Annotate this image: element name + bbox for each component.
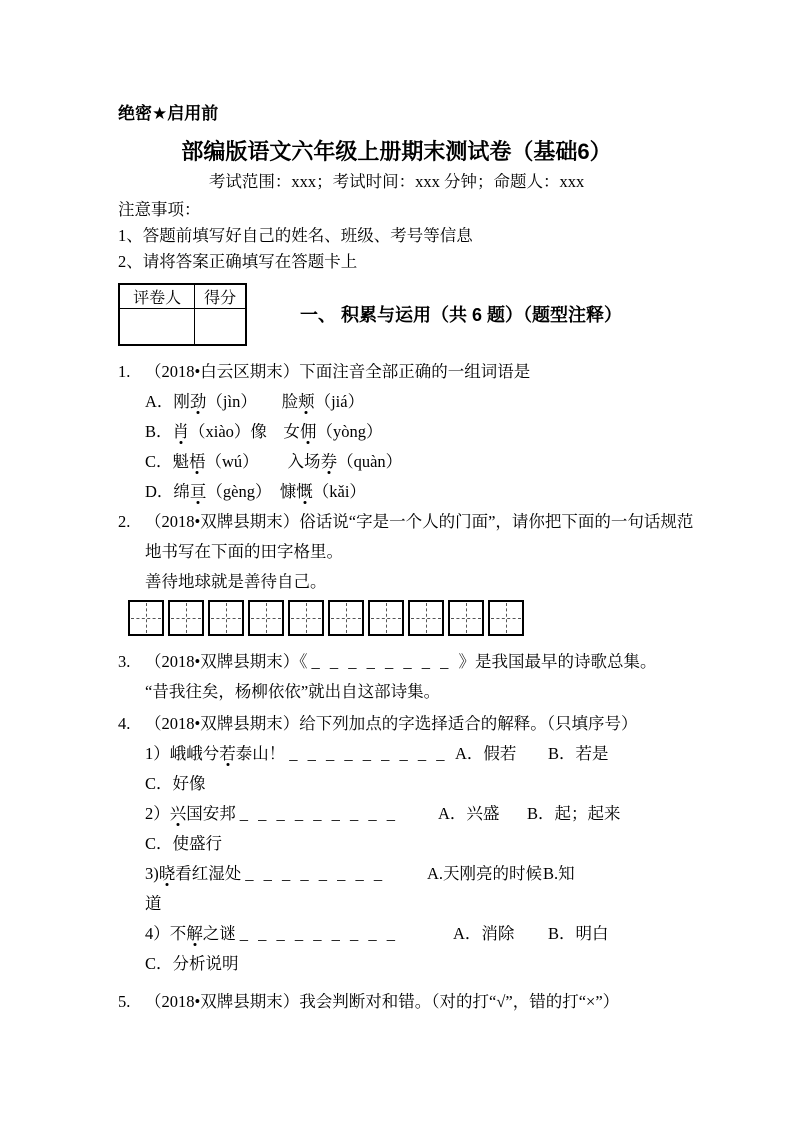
item-2-option-c: C．使盛行 <box>145 834 223 853</box>
question-4-item-3 <box>145 859 675 889</box>
tian-grid-cell <box>128 600 164 636</box>
question-4-item-4 <box>145 919 675 949</box>
tian-grid-cell <box>208 600 244 636</box>
question-2-number: 2. <box>118 512 131 531</box>
question-2-stem-line1: （2018•双牌县期末）俗话说“字是一个人的门面”，请你把下面的一句话规范 <box>145 512 694 531</box>
question-2-stem-line2: 地书写在下面的田字格里。 <box>145 542 343 561</box>
item-1-option-b: B．若是 <box>548 744 609 763</box>
question-1-body <box>145 357 675 507</box>
item-2-option-a: A．兴盛 <box>438 804 500 823</box>
item-3-option-a: A.天刚亮的时候 <box>427 864 543 883</box>
score-table-score-header: 得分 <box>195 284 246 309</box>
item-4-option-c: C．分析说明 <box>145 954 239 973</box>
question-4-body <box>145 709 675 979</box>
writing-grid <box>128 600 675 637</box>
exam-meta-line: 考试范围：xxx；考试时间：xxx 分钟；命题人：xxx <box>208 172 585 191</box>
score-table-grader-header: 评卷人 <box>119 284 195 309</box>
score-table <box>118 283 247 346</box>
note-item-2: 2、请将答案正确填写在答题卡上 <box>118 252 358 271</box>
question-3-suffix: 》是我国最早的诗歌总集。 <box>458 652 657 671</box>
item-3-option-b-wrap: 道 <box>145 894 162 913</box>
notes-title: 注意事项： <box>118 200 201 219</box>
question-5 <box>118 987 675 1017</box>
question-3-prefix: （2018•双牌县期末）《 <box>145 652 308 671</box>
question-3-blank-line: _ _ _ _ _ _ _ _ <box>311 652 459 671</box>
question-2-body <box>145 507 694 597</box>
item-1-option-a: A．假若 <box>455 744 517 763</box>
tian-grid-cell <box>408 600 444 636</box>
item-2-stem: 2）兴国安邦 <box>145 804 236 823</box>
item-3-option-b: B.知 <box>543 864 575 883</box>
question-5-body <box>145 987 675 1017</box>
item-4-blank-line: _ _ _ _ _ _ _ _ _ <box>239 924 398 943</box>
item-4-option-b: B．明白 <box>548 924 609 943</box>
item-1-stem: 1）峨峨兮若泰山！ <box>145 744 286 763</box>
item-3-blank-line: _ _ _ _ _ _ _ _ <box>245 864 386 883</box>
score-table-score-cell <box>195 308 246 345</box>
tian-grid-cell <box>168 600 204 636</box>
tian-grid-cell <box>288 600 324 636</box>
tian-grid-cell <box>448 600 484 636</box>
item-2-blank-line: _ _ _ _ _ _ _ _ _ <box>239 804 398 823</box>
question-3-stem <box>145 647 675 677</box>
item-1-blank-line: _ _ _ _ _ _ _ _ _ <box>289 744 448 763</box>
question-1-stem: （2018•白云区期末）下面注音全部正确的一组词语是 <box>145 362 531 381</box>
item-2-option-b: B．起；起来 <box>527 804 621 823</box>
question-1 <box>118 357 675 507</box>
question-3-number: 3. <box>118 652 131 671</box>
question-1-option-b: B．肖（xiào）像 女佣（yòng） <box>145 422 383 441</box>
question-4-item-2 <box>145 799 675 829</box>
tian-grid-cell <box>248 600 284 636</box>
question-3 <box>118 647 675 707</box>
tian-grid-cell <box>488 600 524 636</box>
question-4 <box>118 709 675 979</box>
section-heading: 一、 积累与运用（共 6 题）（题型注释） <box>299 305 622 325</box>
question-5-number: 5. <box>118 992 131 1011</box>
question-1-option-d: D．绵亘（gèng） 慷慨（kǎi） <box>145 482 366 501</box>
classified-label: 绝密★启用前 <box>118 104 219 123</box>
question-4-number: 4. <box>118 714 131 733</box>
item-4-option-a: A．消除 <box>453 924 515 943</box>
question-3-body <box>145 647 675 707</box>
question-4-stem: （2018•双牌县期末）给下列加点的字选择适合的解释。（只填序号） <box>145 714 638 733</box>
section-header-row <box>118 283 675 345</box>
question-1-option-a: A．刚劲（jìn） 脸颊（jiá） <box>145 392 365 411</box>
page-title: 部编版语文六年级上册期末测试卷（基础6） <box>181 139 612 164</box>
question-5-stem: （2018•双牌县期末）我会判断对和错。（对的打“√”，错的打“×”） <box>145 992 620 1011</box>
item-4-stem: 4）不解之谜 <box>145 924 236 943</box>
question-1-option-c: C．魁梧（wú） 入场券（quàn） <box>145 452 403 471</box>
tian-grid-cell <box>368 600 404 636</box>
question-1-number: 1. <box>118 362 131 381</box>
note-item-1: 1、答题前填写好自己的姓名、班级、考号等信息 <box>118 226 473 245</box>
question-2-sentence: 善待地球就是善待自己。 <box>145 572 327 591</box>
question-2 <box>118 507 694 597</box>
score-table-grader-cell <box>119 308 195 345</box>
tian-grid-cell <box>328 600 364 636</box>
item-1-option-c: C．好像 <box>145 774 206 793</box>
item-3-stem: 3)晓看红湿处 <box>145 864 242 883</box>
question-3-line2: “昔我往矣，杨柳依依”就出自这部诗集。 <box>145 682 441 701</box>
question-4-item-1 <box>145 739 675 769</box>
